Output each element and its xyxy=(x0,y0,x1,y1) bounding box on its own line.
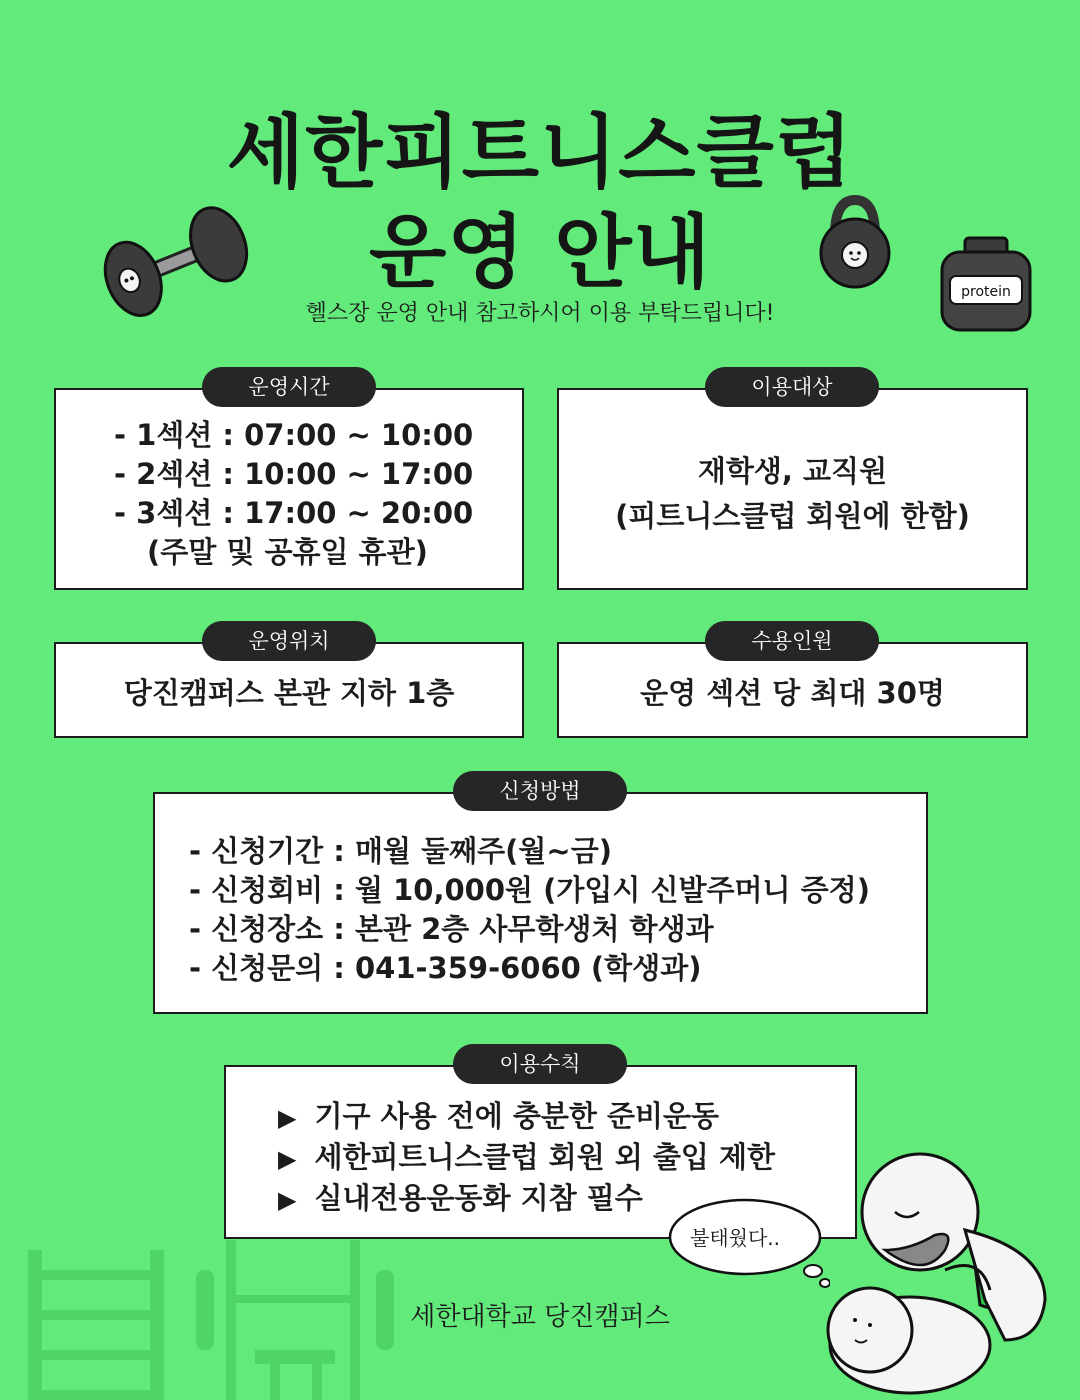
target-box xyxy=(557,388,1028,590)
hours-label: 운영시간 xyxy=(202,367,376,407)
rule-text: 기구 사용 전에 충분한 준비운동 xyxy=(314,1099,720,1133)
kettlebell-icon xyxy=(815,195,895,290)
target-line: (피트니스클럽 회원에 한함) xyxy=(615,499,970,533)
rule-item xyxy=(278,1097,855,1138)
hours-line: - 2섹션 : 10:00 ~ 17:00 xyxy=(114,457,474,491)
rule-text: 세한피트니스클럽 회원 외 출입 제한 xyxy=(314,1140,776,1174)
hours-line: - 3섹션 : 17:00 ~ 20:00 xyxy=(114,496,474,530)
apply-line: - 신청기간 : 매월 둘째주(월~금) xyxy=(189,834,612,868)
subtitle: 헬스장 운영 안내 참고하시어 이용 부탁드립니다! xyxy=(305,301,775,326)
apply-line: - 신청문의 : 041-359-6060 (학생과) xyxy=(189,951,702,985)
protein-label: protein xyxy=(961,284,1011,300)
rules-label: 이용수칙 xyxy=(453,1044,627,1084)
apply-box xyxy=(153,792,928,1014)
hours-lines xyxy=(114,416,522,572)
hours-box xyxy=(54,388,524,590)
bullet-icon: ▶ xyxy=(278,1186,297,1214)
target-label: 이용대상 xyxy=(705,367,879,407)
apply-line: - 신청장소 : 본관 2층 사무학생처 학생과 xyxy=(189,912,714,946)
hours-note: (주말 및 공휴일 휴관) xyxy=(147,535,428,569)
cartoon-characters xyxy=(815,1140,1065,1400)
bullet-icon: ▶ xyxy=(278,1145,297,1173)
location-text: 당진캠퍼스 본관 지하 1층 xyxy=(123,676,455,710)
target-line: 재학생, 교직원 xyxy=(697,454,888,488)
rule-item xyxy=(278,1138,855,1179)
footer: 세한대학교 당진캠퍼스 xyxy=(410,1302,670,1332)
bullet-icon: ▶ xyxy=(278,1104,297,1132)
page-title: 세한피트니스클럽 xyxy=(226,106,854,199)
page-title-sub: 운영 안내 xyxy=(369,206,711,299)
apply-lines xyxy=(189,832,926,988)
apply-line: - 신청회비 : 월 10,000원 (가입시 신발주머니 증정) xyxy=(189,873,870,907)
capacity-label: 수용인원 xyxy=(705,621,879,661)
location-label: 운영위치 xyxy=(202,621,376,661)
bubble-text: 불태웠다.. xyxy=(690,1226,780,1250)
target-lines xyxy=(559,452,1026,536)
apply-label: 신청방법 xyxy=(453,771,627,811)
hours-line: - 1섹션 : 07:00 ~ 10:00 xyxy=(114,418,474,452)
capacity-text: 운영 섹션 당 최대 30명 xyxy=(640,676,945,710)
rule-text: 실내전용운동화 지참 필수 xyxy=(314,1181,643,1215)
